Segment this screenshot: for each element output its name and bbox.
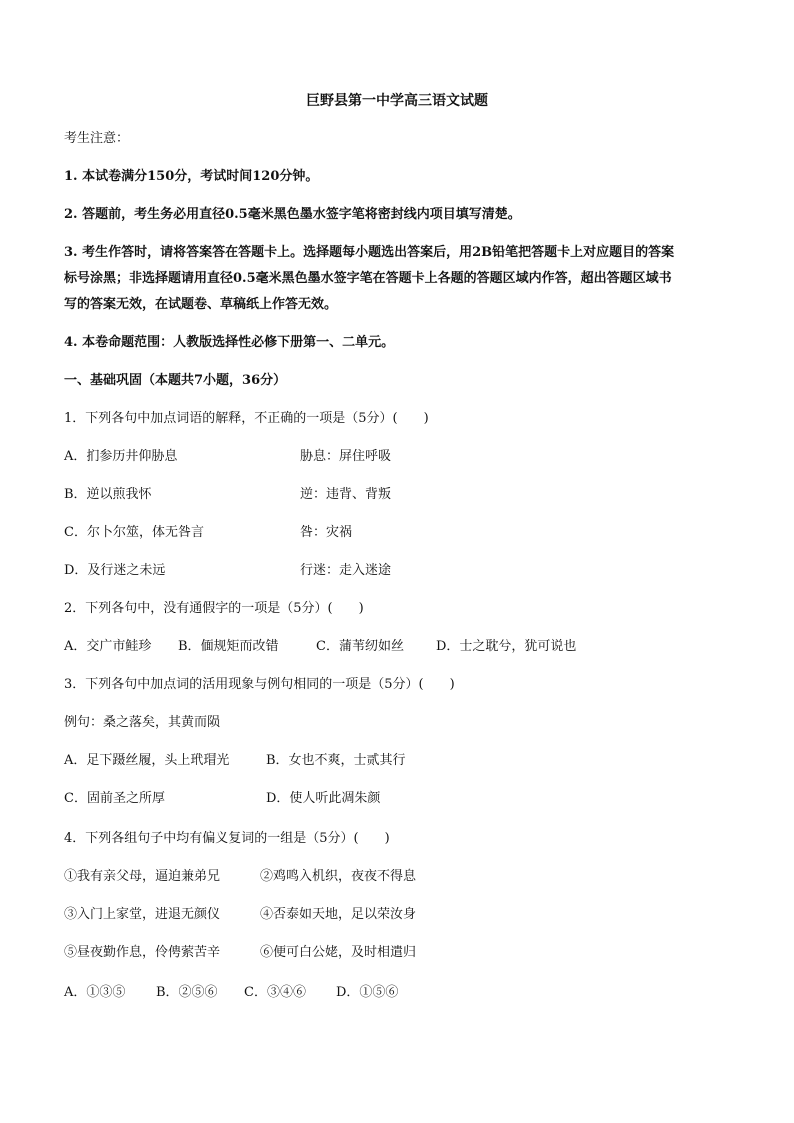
q4-stem: 4．下列各组句子中均有偏义复词的一组是（5分）( ) xyxy=(64,831,390,846)
q1-option-a: A．扪参历井仰胁息 xyxy=(64,449,178,464)
notice-item-3-line3: 写的答案无效，在试题卷、草稿纸上作答无效。 xyxy=(64,297,338,312)
q2-option-d: D．士之耽兮，犹可说也 xyxy=(436,639,577,654)
q4-option-b: B．②⑤⑥ xyxy=(156,985,218,1000)
notice-item-3-line2: 标号涂黑；非选择题请用直径0.5毫米黑色墨水签字笔在答题卡上各题的答题区域内作答，超出答题区域书 xyxy=(64,271,672,286)
q2-stem: 2．下列各句中，没有通假字的一项是（5分）( ) xyxy=(64,601,364,616)
q3-option-d: D．使人听此凋朱颜 xyxy=(266,791,381,806)
q4-option-d: D．①⑤⑥ xyxy=(336,985,399,1000)
q1-option-b-gloss: 逆：违背、背叛 xyxy=(300,487,392,502)
section-heading: 一、基础巩固（本题共7小题，36分） xyxy=(64,373,287,388)
q3-example: 例句：桑之落矣，其黄而陨 xyxy=(64,715,221,730)
q4-option-a: A．①③⑤ xyxy=(64,985,126,1000)
notice-item-2: 2. 答题前，考生务必用直径0.5毫米黑色墨水签字笔将密封线内项目填写清楚。 xyxy=(64,207,521,222)
q3-option-a: A．足下蹑丝履，头上玳瑁光 xyxy=(64,753,230,768)
q1-option-d-gloss: 行迷：走入迷途 xyxy=(300,563,392,578)
notice-item-1: 1. 本试卷满分150分，考试时间120分钟。 xyxy=(64,169,319,184)
q4-option-c: C．③④⑥ xyxy=(244,985,306,1000)
q1-option-d: D．及行迷之未远 xyxy=(64,563,166,578)
q4-sentence-4: ④否泰如天地，足以荣汝身 xyxy=(260,907,417,922)
q1-option-c-gloss: 咎：灾祸 xyxy=(300,525,353,540)
q2-option-c: C．蒲苇纫如丝 xyxy=(316,639,404,654)
q4-sentence-1: ①我有亲父母，逼迫兼弟兄 xyxy=(64,869,221,884)
q2-option-a: A．交广市鲑珍 xyxy=(64,639,152,654)
q1-option-c: C．尔卜尔筮，体无咎言 xyxy=(64,525,204,540)
q1-stem: 1．下列各句中加点词语的解释，不正确的一项是（5分）( ) xyxy=(64,411,429,426)
q3-option-b: B．女也不爽，士贰其行 xyxy=(266,753,406,768)
q4-sentence-3: ③入门上家堂，进退无颜仪 xyxy=(64,907,221,922)
notice-header: 考生注意： xyxy=(64,131,130,146)
notice-item-3-line1: 3. 考生作答时，请将答案答在答题卡上。选择题每小题选出答案后，用2B铅笔把答题卡上对应题目的答案 xyxy=(64,245,675,260)
q1-option-b: B．逆以煎我怀 xyxy=(64,487,152,502)
q4-sentence-5: ⑤昼夜勤作息，伶俜萦苦辛 xyxy=(64,945,221,960)
q4-sentence-2: ②鸡鸣入机织，夜夜不得息 xyxy=(260,869,417,884)
q3-stem: 3．下列各句中加点词的活用现象与例句相同的一项是（5分）( ) xyxy=(64,677,455,692)
q3-option-c: C．固前圣之所厚 xyxy=(64,791,165,806)
page-title: 巨野县第一中学高三语文试题 xyxy=(306,93,488,109)
q4-sentence-6: ⑥便可白公姥，及时相遣归 xyxy=(260,945,417,960)
q2-option-b: B．偭规矩而改错 xyxy=(178,639,279,654)
q1-option-a-gloss: 胁息：屏住呼吸 xyxy=(300,449,392,464)
notice-item-4: 4. 本卷命题范围：人教版选择性必修下册第一、二单元。 xyxy=(64,335,395,350)
